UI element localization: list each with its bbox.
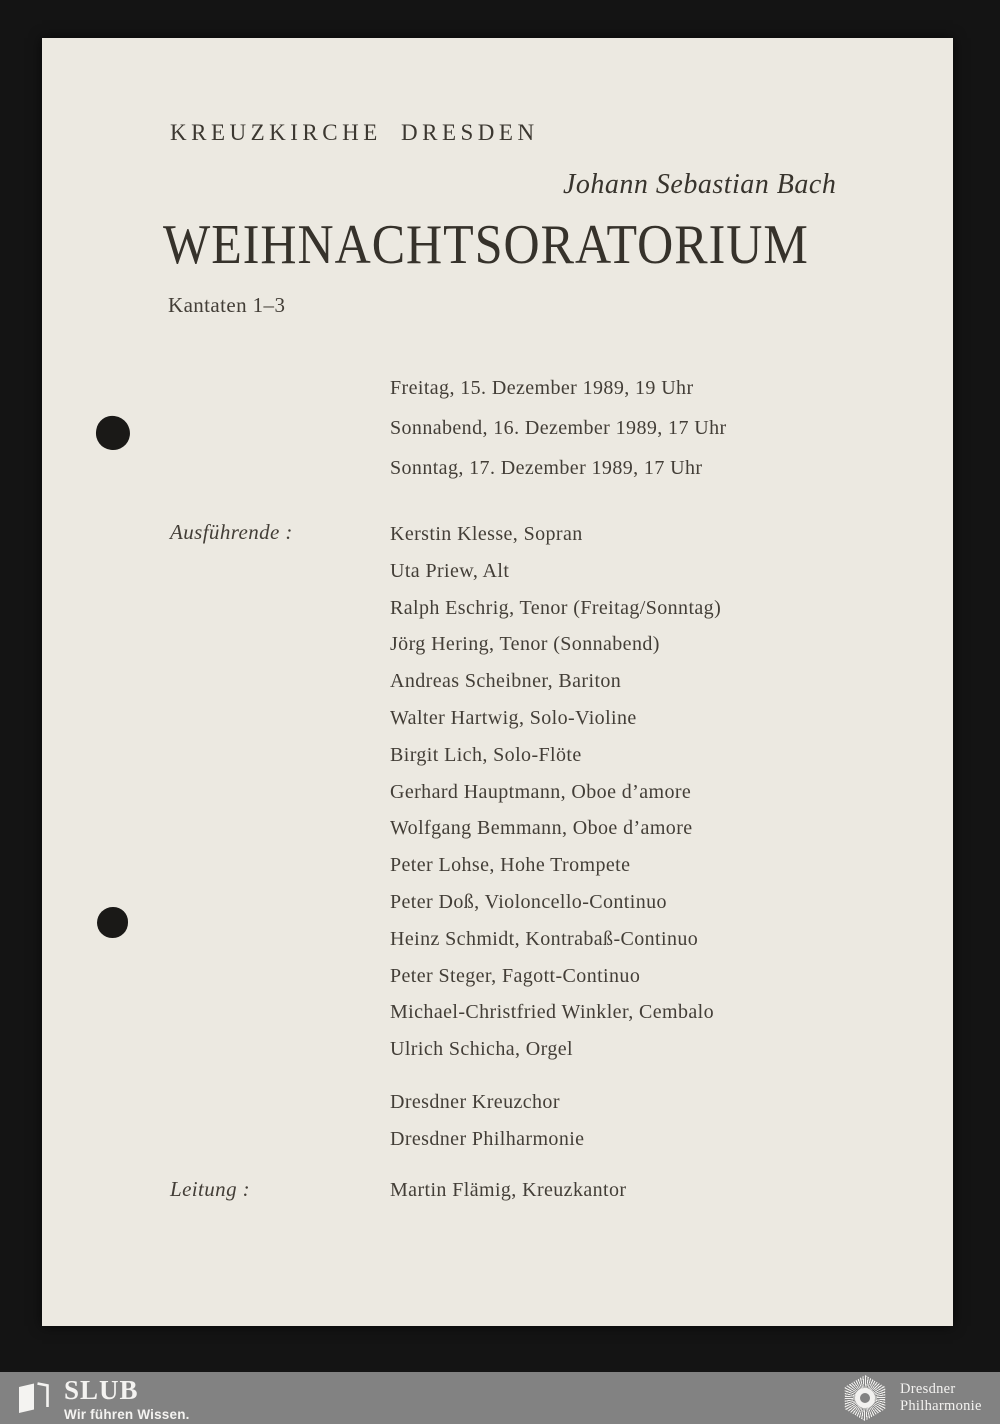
performers-list: [390, 516, 721, 1068]
performer-line: Ulrich Schicha, Orgel: [390, 1038, 573, 1061]
concert-date: Sonntag, 17. Dezember 1989, 17 Uhr: [390, 457, 703, 479]
performer-line: Michael-Christfried Winkler, Cembalo: [390, 1001, 715, 1024]
performer-line: Peter Steger, Fagott-Continuo: [390, 964, 641, 987]
slub-book-icon: [14, 1379, 52, 1417]
slub-tagline: Wir führen Wissen.: [64, 1407, 190, 1422]
philharmonie-line2: Philharmonie: [900, 1398, 982, 1414]
performer-line: Jörg Hering, Tenor (Sonnabend): [390, 633, 660, 656]
philharmonie-logo[interactable]: [842, 1372, 982, 1424]
concert-program-page: [42, 38, 953, 1326]
ensembles-list: [390, 1084, 584, 1158]
slub-name: SLUB: [64, 1375, 139, 1405]
venue-title: KREUZKIRCHE DRESDEN: [170, 120, 539, 145]
philharmonie-sunburst-icon: [842, 1375, 888, 1421]
work-title: WEIHNACHTSORATORIUM: [163, 212, 809, 276]
composer-name: Johann Sebastian Bach: [563, 169, 837, 200]
performer-line: Birgit Lich, Solo-Flöte: [390, 743, 582, 766]
slub-logo-text: [64, 1377, 190, 1422]
performer-line: Wolfgang Bemmann, Oboe d’amore: [390, 817, 693, 840]
philharmonie-line1: Dresdner: [900, 1381, 956, 1397]
punch-hole-top: [94, 414, 132, 452]
performer-line: Peter Lohse, Hohe Trompete: [390, 854, 631, 877]
performer-line: Andreas Scheibner, Bariton: [390, 670, 622, 693]
performer-line: Peter Doß, Violoncello-Continuo: [390, 890, 667, 913]
performer-line: Walter Hartwig, Solo-Violine: [390, 706, 637, 729]
philharmonie-logo-text: [900, 1381, 982, 1415]
performer-line: Uta Priew, Alt: [390, 559, 510, 582]
performer-line: Kerstin Klesse, Sopran: [390, 523, 583, 545]
cantatas-range: Kantaten 1–3: [168, 293, 286, 317]
slub-logo[interactable]: [14, 1377, 190, 1422]
concert-date: Sonnabend, 16. Dezember 1989, 17 Uhr: [390, 417, 727, 439]
performer-line: Ralph Eschrig, Tenor (Freitag/Sonntag): [390, 596, 722, 619]
performers-label: Ausführende :: [170, 520, 293, 544]
punch-hole-bottom: [97, 907, 128, 938]
performer-line: Gerhard Hauptmann, Oboe d’amore: [390, 780, 692, 803]
conductor-name: Martin Flämig, Kreuzkantor: [390, 1179, 627, 1201]
conductor-label: Leitung :: [170, 1177, 251, 1201]
sunburst-center-ring: [855, 1388, 875, 1408]
footer-bar: [0, 1372, 1000, 1424]
performer-line: Heinz Schmidt, Kontrabaß-Continuo: [390, 927, 699, 950]
ensemble-line: Dresdner Kreuzchor: [390, 1091, 560, 1113]
concert-dates: [390, 368, 727, 488]
ensemble-line: Dresdner Philharmonie: [390, 1128, 585, 1150]
concert-date: Freitag, 15. Dezember 1989, 19 Uhr: [390, 377, 694, 399]
